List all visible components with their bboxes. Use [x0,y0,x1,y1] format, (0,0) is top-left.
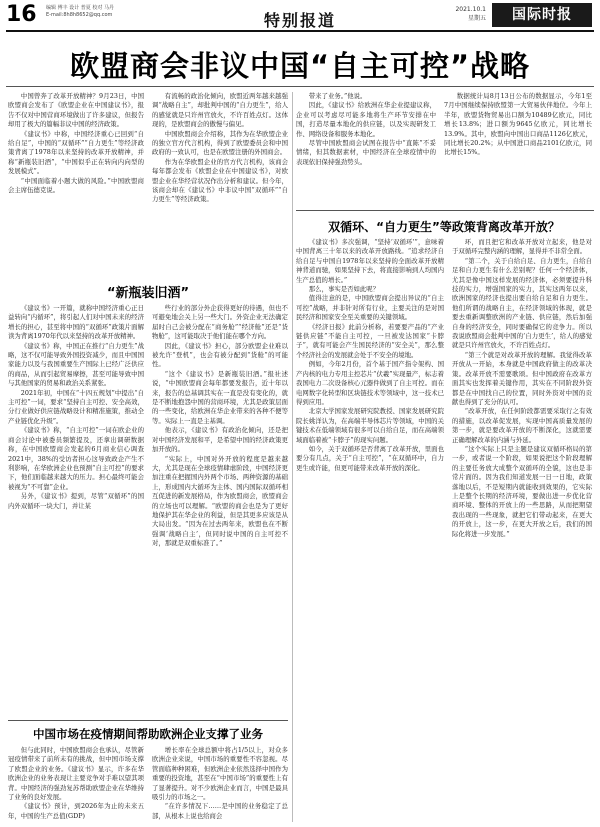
subhead2-rule [296,210,594,211]
article-column-a4 [444,92,592,202]
article-column-c2 [152,746,288,822]
paragraph: 环，而且把它和改革开放对立起来，他是对于双循环完整内涵的理解，显得并不非常全面。 [452,238,592,256]
article-column-c1 [8,746,144,822]
paragraph: 另外，《建议书》提到，尽管“双循环”的国内外双循环一块大门，并让某 [8,492,144,510]
article-column-b4 [452,238,592,818]
paragraph: 《建议书》预计，到2026年为止的未来五年，中国的生产总值(GDP) [8,802,144,820]
article-column-b3 [296,238,444,818]
paragraph: 他表示，《建议书》有政治化倾向，还是把对中国经济发展和平，是希望中国的经济政策更加开放的。 [152,426,288,454]
subhead3-rule [8,720,288,721]
paragraph: 如今，关于双循环是否背离了改革开放，里面也要分有几点，关于“自主可控”，“在双循环中，自力更生或许能，但更可能带来改革开放的深化。 [296,444,444,472]
issue-date [438,5,486,23]
subhead-china-market: 中国市场在疫情期间帮助欧洲企业支撑了业务 [33,727,263,741]
paragraph: “中国面临着小题大做的风险。”中国欧盟商会主席伍德克说。 [8,176,144,195]
article-column-a2 [152,92,288,270]
paragraph: 增长率在全球总额中将占1/5以上，对众多欧洲企业来说，中国市场的重要性不容忽视。尽管面临种种困难，但欧洲企业依然选择中国作为重要的投资地，甚至在“中国市场”的重要性上有了显著提升。对不少欧洲企业而言，中国是最具吸引力的市场之一。 [152,746,288,802]
paragraph: 《经济日报》此前分析称，若要要产品的“产业链供应链”不能自主可控，一旦被发达国家“卡脖子”，就有可能会产生国民经济的“安全关”，那么整个经济社会的发展就会处于不安全的境地。 [296,322,444,359]
paragraph: 例如，今年2月份，首个基于国产指令架构、国产内核的电力专用主控芯片“伏羲”实现量产，标志着我国电力二次设备核心元器件做到了自主可控。而在电网数字化转型和区块链技术等领域中，这一技术已得到应用。 [296,360,444,406]
paragraph: 《建议书》多次强调，“坚持‘双循环’”，意味着中国背离三十年以来的改革开放路线。“追求经济自给自足与中国自1978年以来坚持的全面改革开放精神背道而驰，如果坚持下去，将直接影响到人均国内生产总值的增长。” [296,238,444,284]
paragraph: “这个《建议书》是新瓶装旧酒。”报社述说，“中国欧盟商会每年都要发报告，近十年以来，报告的总基调其实在一直是没有变化的，就是不断地抱怨中国的营商环境，尤其是政策层面的一些变化，给欧洲在华企业带来的各种不便等等。实际上一直是主基调。 [152,369,288,425]
paragraph: 值得注意的是，中国欧盟商会提出异议的“自主可控”战略，并非针对所有行业，主要关注的是对国民经济和国家安全至关重要的关键领域。 [296,294,444,322]
paragraph: 有流畅的政治化倾向，欧盟近两年越来越强调“战略自主”，却批判中国的“自力更生”，给人的感觉就是只许州官放火，不许百姓点灯。这体现的，是欧盟商会的傲慢与偏见。 [152,92,288,129]
newspaper-logo: 国际时报 [492,3,592,27]
paragraph: 中国曾奔了改革开放精神？9月23日，中国欧盟商会发布了《欧盟企业在中国建议书》，报告不仅对中国营商环境做出了许多建议，但报告却用了极大的篇幅非议中国的经济政策。 [8,92,144,129]
paragraph: 带来了业务。”他说。 [308,92,367,100]
paragraph: 《建议书》一开篇，就称中国经济重心正日益转向“内循环”，将引起人们对中国未来的经济增长的担心，甚至将中国的“双循环”政策片面解读为背离1970年代以来坚持的改革开放精神。 [8,304,144,341]
paragraph: 因此，《建议书》给欧洲在华企业提建议称，企业可以考虑尽可能多地将生产环节安排在中国，打造尽量本地化的供应链，以及实现研发工作、网络设备和服务本地化。 [296,101,436,138]
date-text: 2021.10.1 [455,6,486,13]
paragraph: 《建议书》称，“自主可控”一词在欧企业的商会讨论中被委员频繁提及，还拿出调研数据称，在中国欧盟商会发起的6月商业信心调查2021中，38%的受访者担心这导致政企产生不利影响，在华欧洲企业也预测“自主可控”的要求下，他们面临越来越大的压力。担心最终可能会被视为“不可靠”企业。 [8,426,144,491]
paragraph: 因此，《建议书》担心，部分欧盟企业难以被允许“登机”，也会有被分配到“货舱”的可能性。 [152,341,288,369]
section-title: 特别报道 [263,11,336,30]
article-column-b1 [8,304,144,714]
weekday-text: 星期五 [467,15,486,22]
subhead-dual-circulation: 双循环、“自力更生”等政策背离改革开放？ [328,220,560,234]
paragraph: “第二个，关于自给自足、自力更生，自给自足和自力更生有什么差别呢？任何一个经济体，尤其是像中国这样发展的经济体，必须要提升科技的实力，增强国家的实力，其实这两年以来，欧洲国家的经济也提出要自给自足和自力更生。他们所谓的战略自主，在经济领域的体现，就是要去重新调整欧洲的产业链、供应链，然后加强自身的经济安全，同时要确保它的竞争力。所以我说欧盟商会批判中国的‘自力更生’，给人的感觉就是只许州官放火，不许百姓点灯。 [452,256,592,350]
paragraph: 些行业的部分外企获得更好的待遇，但也不可避免地会关上另一些大门。外资企业无法确定届时自己会被分配在“商务舱”“经济舱”还是“货物舱”，这可能取决于他们能在哪个方向。 [152,304,288,341]
paragraph: “在许多情况下……是中国的业务稳定了总部，从根本上说也给商会 [152,802,288,820]
page-number: 16 [6,2,37,27]
page-header [0,0,600,34]
article-column-b2 [152,304,288,714]
article-column-a3 [296,92,436,212]
paragraph: 2021年初，中国在“十四五规划”中提出“自主可控”一词，要求“坚持自主可控、安全高效，分行业做好供应链战略设计和精准施策，推动全产业链优化升级”。 [8,388,144,425]
paragraph: 作为在华欧盟企业的官方代言机构，该商会每年都会发布《欧盟企业在中国建议书》，对欧盟企业在华经营状况作出分析和建议。但今年，该商会却在《建议书》中非议中国“双循环”“自力更生”等经济政策。 [152,157,288,204]
paragraph: “改革开放，在任何阶段都需要采取行之有效的措施，以改革促发展，实现中国高质量发展的第一步，就是要改革开放的不断深化，这就需要正确理解改革的内涵与外延。 [452,407,592,444]
headline-rule [6,86,594,87]
paragraph: 但与此同时，中国欧盟商会也承认，尽管新冠疫情带来了前所未有的挑战，但中国市场支撑了欧盟企业的业务。《建议书》显示，许多在华欧洲企业的业务表现让主要竞争对手难以望其项背。中国经济的强劲复苏帮助欧盟企业在华维持了业务的良好发展。 [8,746,144,802]
column-divider [292,92,293,822]
paragraph: 《建议书》称，中国正在推行“自力更生”战略，这不仅可能导致外国投资减少，而且中国国家能力以及与我国重要生产国际上已经广泛供应的商品，从而引起贸易摩擦，甚至可能导致中国与其他国家的贸易和政治关系紧张。 [8,341,144,388]
paragraph: 北京大学国家发展研究院教授、国家发展研究院院长姚洋认为，在高端半导体芯片等领域，中国的关键技术在低端领域有很多可以自给自足，而在高端领域面临着被“卡脖子”的现实问题。 [296,407,444,444]
paragraph: 《建议书》中称，中国经济重心已回到“自给自足”，中国的“双循环”“自力更生”等经济政策背离了1978年以来坚持的改革开放精神，并称“新瓶装旧酒”，“中国似乎正在转向内向型的发展模式”。 [8,129,144,176]
paragraph: “这个实际上只是主题是建议双循环格局的第一步，或者说一个阶段，如果说把这个阶段理解的主要任务放大成整个双循环的全貌，这也是非常片面的。因为我们知道发展一日一日地，政策落地以后，不是短期内就能收到效果的，它实际上是整个长期的经济环境，要做出进一步优化营商环境、整体的开放上的一些思路，从而把期望我出现的一些现象，就把它们带动起来，在更大的开放上，这一步，在更大开放之后，我们的国际化将进一步发展。” [452,444,592,538]
main-headline: 欧盟商会非议中国“自主可控”战略 [69,49,531,83]
paragraph: “实际上，中国对外开放的程度是越来越大，尤其是现在全球疫情肆虐阶段，中国经济更加注重在把握国内外两个市场、两种资源的基础上，形成国内大循环为主体、国内国际双循环相互促进的新发展格局，作为欧盟商会，欧盟商会的立场也可以理解。“欧盟的商会也是为了更好地保护其在华企业的利益，但是其更多应该是从大局出发。“因为在过去两年来，欧盟也在不断强调‘战略自主’，但同时说中国的自主可控不对，那就是双重标准了。” [152,454,288,548]
paragraph: 数据统计局8月13日公布的数据显示，今年1至7月中国继续保持欧盟第一大贸易伙伴地位。今年上半年，欧盟货物贸易出口额为10489亿欧元，同比增长13.8%；进口额为9645亿欧元，同比增长13.9%。其中，欧盟向中国出口商品1126亿欧元，同比增长20.2%；从中国进口商品2101亿欧元，同比增长15%。 [444,92,592,157]
subhead-new-bottle: “新瓶装旧酒” [106,286,190,301]
paragraph: 那么，事实是否如此呢？ [308,285,380,294]
paragraph: “第三个就是对改革开放的理解。我觉得改革开放从一开始，本身就是中国政府做主的改革决策。改革开放不需要歌颂。但中国政府在改革方面其实也发挥着关键作用，其实在不同阶段外资都是在中国找自己的位置，同时外资对中国的贡献也得到了充分的认可。 [452,350,592,406]
email-line: E-mail:8h8h8652@qq.com [46,12,113,18]
paragraph: 尽管中国欧盟商会试图在报告中“直陈”不妥情绪，但其数据素材，中国经济在全球疫情中的表现依旧保持强劲势头。 [296,139,436,166]
header-rule [6,30,594,32]
paragraph: 中国欧盟商会介绍称，其作为在华欧盟企业的独立官方代言机构，得到了欧盟委员会和中国政府的一致认可，也是在欧盟注册的外国商会。 [152,129,288,157]
editor-line: 编辑 傅丰 设计 普夏 校对 马丹 [46,5,114,11]
